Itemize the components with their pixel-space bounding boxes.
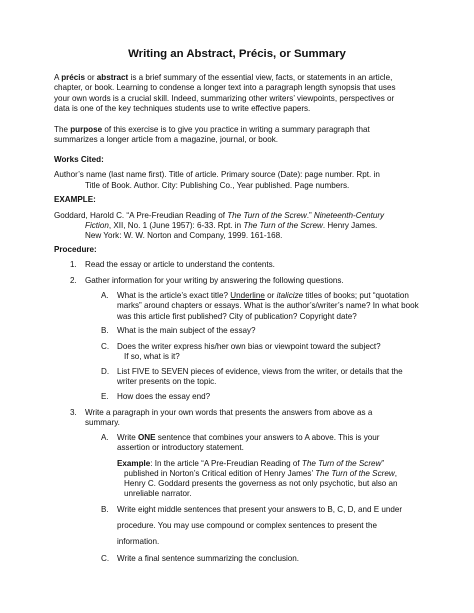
example-text: published in Norton’s Critical edition of Henry James’: [124, 469, 316, 478]
intro-text: or: [85, 73, 97, 82]
question-label: E.: [101, 392, 109, 401]
intro-text: is a brief summary of the essential view, facts, or statements in an article,: [128, 73, 393, 82]
emphasis-one: ONE: [138, 433, 156, 442]
citation-line-2: [85, 221, 377, 231]
sub-step-b-line-1: Write eight middle sentences that present your answers to B, C, D, and E under: [117, 505, 403, 514]
sub-step-b-line-3: information.: [117, 537, 160, 546]
example-para-line-1: [117, 459, 384, 469]
example-text: : In the article “A Pre-Freudian Reading of: [150, 459, 302, 468]
sub-step-label: A.: [101, 433, 109, 442]
example-para-line-2: [124, 469, 397, 479]
question-e-text: How does the essay end?: [117, 392, 211, 401]
example-text: ,: [394, 469, 397, 478]
question-d-line-1: List FIVE to SEVEN pieces of evidence, views from the writer, or details that the: [117, 367, 403, 376]
step-3-line-1: Write a paragraph in your own words that presents the answers from above as a: [85, 408, 373, 417]
sub-step-b-line-2: procedure. You may use compound or complex sentences to present the: [117, 521, 378, 530]
sub-step-a-line-2: assertion or introductory statement.: [117, 443, 244, 452]
citation-text: , XII, No. 1 (June 1957): 6-33. Rpt. in: [108, 221, 244, 230]
citation-journal: Fiction: [85, 221, 109, 230]
citation-title: The Turn of the Screw: [243, 221, 323, 230]
sub-step-a-line-1: [117, 433, 379, 443]
citation-title: The Turn of the Screw: [227, 211, 307, 220]
italic-word: italicize: [276, 291, 304, 300]
question-label: C.: [101, 342, 110, 351]
question-text: What is the article’s exact title?: [117, 291, 231, 300]
example-heading: EXAMPLE:: [54, 195, 96, 204]
term-precis: précis: [61, 73, 86, 82]
example-para-line-4: unreliable narrator.: [124, 489, 192, 498]
intro-line-1: [54, 73, 392, 83]
page-title: Writing an Abstract, Précis, or Summary: [128, 48, 346, 60]
question-label: D.: [101, 367, 110, 376]
question-b-text: What is the main subject of the essay?: [117, 326, 256, 335]
step-number: 1.: [70, 260, 77, 269]
example-label: Example: [117, 459, 151, 468]
sub-step-c-text: Write a final sentence summarizing the conclusion.: [117, 554, 300, 563]
question-a-line-1: [117, 291, 409, 301]
underline-word: Underline: [230, 291, 265, 300]
intro-line-3: your own words is a crucial skill. Indeed, summarizing other writers’ viewpoints, perspectives or: [54, 94, 395, 103]
citation-text: . Henry James.: [322, 221, 378, 230]
question-a-line-3: was this article first published? City of publication? Copyright date?: [117, 312, 357, 321]
sub-step-label: C.: [101, 554, 110, 563]
works-cited-heading: Works Cited:: [54, 155, 104, 164]
works-cited-line-2: Title of Book. Author. City: Publishing Co., Year published. Page numbers.: [85, 181, 350, 190]
term-purpose: purpose: [70, 125, 103, 134]
step-number: 3.: [70, 408, 77, 417]
question-a-line-2: marks” around chapters or essays. What is the author’s/writer’s name? In what book: [117, 301, 419, 310]
example-title: The Turn of the Screw: [301, 459, 382, 468]
sub-step-text: Write: [117, 433, 138, 442]
question-text: or: [264, 291, 277, 300]
intro-line-2: chapter, or book. Learning to condense a longer text into a paragraph length synopsis that uses: [54, 83, 396, 92]
term-abstract: abstract: [96, 73, 129, 82]
step-1-text: Read the essay or article to understand the contents.: [85, 260, 275, 269]
citation-text: .”: [306, 211, 314, 220]
citation-journal: Nineteenth-Century: [313, 211, 385, 220]
question-label: B.: [101, 326, 109, 335]
procedure-heading: Procedure:: [54, 245, 97, 254]
works-cited-line-1: Author’s name (last name first). Title of article. Primary source (Date): page number. Rpt. in: [54, 170, 380, 179]
intro-line-4: data is one of the key techniques students use to write effective papers.: [54, 104, 311, 113]
citation-line-3: New York: W. W. Norton and Company, 1999. 161-168.: [85, 231, 283, 240]
question-c-line-1: Does the writer express his/her own bias or viewpoint toward the subject?: [117, 342, 381, 351]
step-2-text: Gather information for your writing by answering the following questions.: [85, 276, 344, 285]
purpose-line-2: summarizes a longer article from a magazine, journal, or book.: [54, 135, 279, 144]
step-3-line-2: summary.: [85, 418, 120, 427]
example-text: ”: [381, 459, 385, 468]
sub-step-label: B.: [101, 505, 109, 514]
step-number: 2.: [70, 276, 77, 285]
purpose-text: The: [54, 125, 71, 134]
citation-line-1: [54, 211, 384, 221]
question-text: titles of books; put “quotation: [303, 291, 409, 300]
sub-step-text: sentence that combines your answers to A above. This is your: [155, 433, 380, 442]
question-c-line-2: If so, what is it?: [124, 352, 180, 361]
question-label: A.: [101, 291, 109, 300]
purpose-line-1: [54, 125, 370, 135]
example-para-line-3: Henry C. Goddard presents the governess as not only psychotic, but also an: [124, 479, 398, 488]
purpose-text: of this exercise is to give you practice in writing a summary paragraph that: [102, 125, 370, 134]
citation-text: Goddard, Harold C. “A Pre-Freudian Reading of: [54, 211, 228, 220]
question-d-line-2: writer presents on the topic.: [117, 377, 217, 386]
example-title: The Turn of the Screw: [315, 469, 395, 478]
intro-text: A: [54, 73, 62, 82]
